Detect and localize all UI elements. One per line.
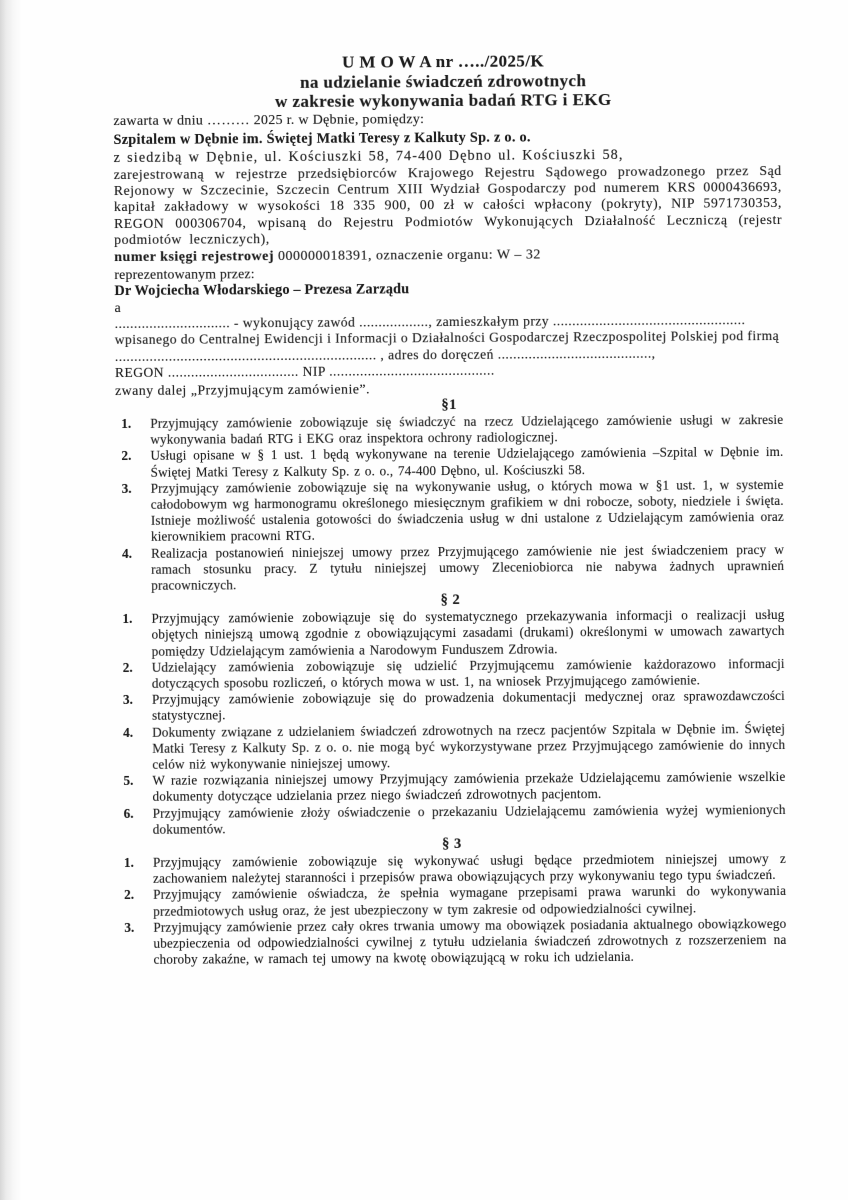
- list-item: [118, 883, 786, 919]
- item-text: Udzielający zamówienia zobowiązuje się udzielić Przyjmującemu zamówienie każdorazowo informacji dotyczących sposobu rozliczeń, o których mowa w ust. 1, na wniosek Przyjmującego zamówienie.: [151, 655, 785, 691]
- item-text: Przyjmujący zamówienie złoży oświadczenie o przekazaniu Udzielającemu zamówienia wyżej wymienionych dokumentów.: [152, 801, 786, 837]
- section-2-heading: § 2: [440, 592, 461, 609]
- section-3: [118, 834, 787, 969]
- item-number: 6.: [123, 805, 134, 821]
- list-item: [117, 688, 785, 724]
- representative-name: Dr Wojciecha Włodarskiego – Prezesa Zarządu: [114, 280, 410, 299]
- item-number: 1.: [122, 611, 133, 627]
- item-number: 3.: [122, 692, 133, 708]
- item-number: 4.: [122, 545, 132, 561]
- party2-block: [115, 311, 783, 381]
- title-line-3: w zakresie wykonywania badań RTG i EKG: [275, 89, 612, 112]
- item-number: 1.: [123, 854, 134, 870]
- item-text: Przyjmujący zamówienie oświadcza, że spełnia wymagane przepisami prawa warunki do wykonywania przedmiotowych usług oraz, że jest ubezpieczony w tym zakresie od odpowiedzialności cywilnej.: [153, 883, 787, 919]
- item-text: Dokumenty związane z udzielaniem świadczeń zdrowotnych na rzecz pacjentów Szpitala w Dębnie im. Świętej Matki Teresy z Kalkuty Sp. z o. o. nie mogą być wykorzystywane przez Przyjmującego zamówienie do innych celów niż wykonywanie niniejszej umowy.: [152, 720, 786, 772]
- party1-address: z siedzibą w Dębnie, ul. Kościuszki 58, 74-400 Dębno ul. Kościuszki 58,: [113, 146, 624, 166]
- party2-line-profession: .............................. - wykonujący zawód .................., zamieszkałym przy ..................................................: [114, 311, 746, 331]
- party2-line-address: .................................................................... , adres do doręczeń ........................................,: [114, 345, 656, 364]
- item-number: 3.: [121, 480, 132, 496]
- item-text: Przyjmujący zamówienie zobowiązuje się wykonywać usługi będące przedmiotem niniejszej umowy z zachowaniem należytej staranności i przepisów prawa obowiązujących przy wykonywaniu tego typu świadczeń.: [152, 850, 786, 886]
- party1-name: Szpitalem w Dębnie im. Świętej Matki Teresy z Kalkuty Sp. z o. o.: [113, 128, 531, 148]
- section-3-heading: § 3: [441, 835, 462, 853]
- title-line-2: na udzielanie świadczeń zdrowotnych: [300, 70, 587, 92]
- section-1-items: [115, 412, 784, 594]
- list-item: [118, 851, 786, 887]
- item-number: 2.: [124, 887, 135, 903]
- list-item: [115, 412, 783, 448]
- item-text: Przyjmujący zamówienie zobowiązuje się na wykonywanie usług, o których mowa w §1 ust. 1, w systemie całodobowym wg harmonogramu określonego miesięcznym grafikiem w dni robocze, soboty, niedziele i święta. Istnieje możliwość ustalenia gotowości do świadczenia usług w dni ustalone z Udzielającym zamówienia oraz kierownikiem pracowni RTG.: [150, 476, 784, 545]
- list-item: [116, 541, 784, 594]
- item-text: Przyjmujący zamówienie zobowiązuje się świadczyć na rzecz Udzielającego zamówienie usługi w zakresie wykonywania badań RTG i EKG oraz inspektora ochrony radiologicznej.: [150, 411, 784, 447]
- contract-content: [113, 50, 787, 968]
- item-number: 1.: [121, 415, 132, 431]
- section-1: [115, 395, 784, 594]
- party2-line-ceidg: wpisanego do Centralnej Ewidencji i Informacji o Działalności Gospodarczej Rzeczpospolitej Polskiej pod firmą: [114, 328, 780, 348]
- list-item: [116, 607, 784, 660]
- item-text: W razie rozwiązania niniejszej umowy Przyjmujący zamówienia przekaże Udzielającemu zamówienie wszelkie dokumenty dotyczące udzielania przez niego świadczeń zdrowotnych pacjentom.: [152, 769, 786, 805]
- list-item: [117, 721, 785, 774]
- scan-left-edge-shadow: [0, 0, 22, 1200]
- registry-book-label: numer księgi rejestrowej: [114, 248, 275, 265]
- represented-by-line: reprezentowanym przez:: [114, 265, 255, 282]
- list-item: [116, 477, 784, 546]
- party2-line-regon-nip: REGON .................................. NIP ...........................................: [114, 363, 495, 381]
- item-text: Przyjmujący zamówienie zobowiązuje się do systematycznego przekazywania informacji o realizacji usług objętych niniejszą umową zgodnie z obowiązującymi zasadami (drukami) określonymi w umowach zawartych pomiędzy Udzielającym zamówienia a Narodowym Funduszem Zdrowia.: [151, 607, 785, 659]
- list-item: [118, 916, 786, 969]
- party2-alias-line: zwany dalej „Przyjmującym zamówienie”.: [115, 381, 371, 398]
- item-number: 5.: [123, 773, 134, 789]
- list-item: [117, 656, 785, 692]
- list-item: [115, 444, 783, 480]
- party1-registry-paragraph: zarejestrowaną w rejestrze przedsiębiorców Krajowego Rejestru Sądowego prowadzonego przez Sąd Rejonowy w Szczecinie, Szczecin Centrum XIII Wydział Gospodarczy pod numerem KRS 0000436693, kapitał zakładowy w wysokości 18 335 900, 00 zł w całości wpłacony (pokryty), NIP 5971730353, REGON 000306704, wpisaną do Rejestru Podmiotów Wykonujących Działalność Leczniczą (rejestr podmiotów leczniczych),: [113, 162, 783, 248]
- contract-title: [113, 50, 781, 113]
- item-number: 2.: [122, 659, 133, 675]
- conjunction-a: a: [114, 299, 121, 315]
- list-item: [118, 802, 786, 838]
- title-line-1: U M O W A nr …../2025/K: [342, 51, 545, 72]
- intro-line: zawarta w dniu ……… 2025 r. w Dębnie, pomiędzy:: [113, 111, 425, 129]
- item-number: 4.: [123, 724, 134, 740]
- item-number: 2.: [121, 448, 132, 464]
- item-number: 3.: [124, 919, 135, 935]
- section-3-items: [118, 851, 787, 969]
- list-item: [117, 769, 785, 805]
- registry-book-value: 000000018391, oznaczenie organu: W – 32: [277, 246, 541, 264]
- section-1-heading: §1: [441, 396, 457, 413]
- section-2: [116, 590, 785, 838]
- item-text: Przyjmujący zamówienie przez cały okres trwania umowy ma obowiązek posiadania aktualnego obowiązkowego ubezpieczenia od odpowiedzialności cywilnej z tytułu udzielania świadczeń zdrowotnych z rozszerzeniem na choroby zakaźne, w ramach tej umowy na kwotę obowiązującą w roku ich udzielania.: [153, 915, 787, 968]
- item-text: Usługi opisane w § 1 ust. 1 będą wykonywane na terenie Udzielającego zamówienia –Szpital w Dębnie im. Świętej Matki Teresy z Kalkuty Sp. z o. o., 74-400 Dębno, ul. Kościuszki 58.: [150, 444, 784, 480]
- section-2-items: [116, 607, 785, 838]
- item-text: Realizacja postanowień niniejszej umowy przez Przyjmującego zamówienie nie jest świadczeniem pracy w ramach stosunku pracy. Z tytułu niniejszej umowy Zleceniobiorca nie nabywa żadnych uprawnień pracowniczych.: [151, 541, 785, 593]
- item-text: Przyjmujący zamówienie zobowiązuje się do prowadzenia dokumentacji medycznej oraz sprawozdawczości statystycznej.: [151, 688, 785, 724]
